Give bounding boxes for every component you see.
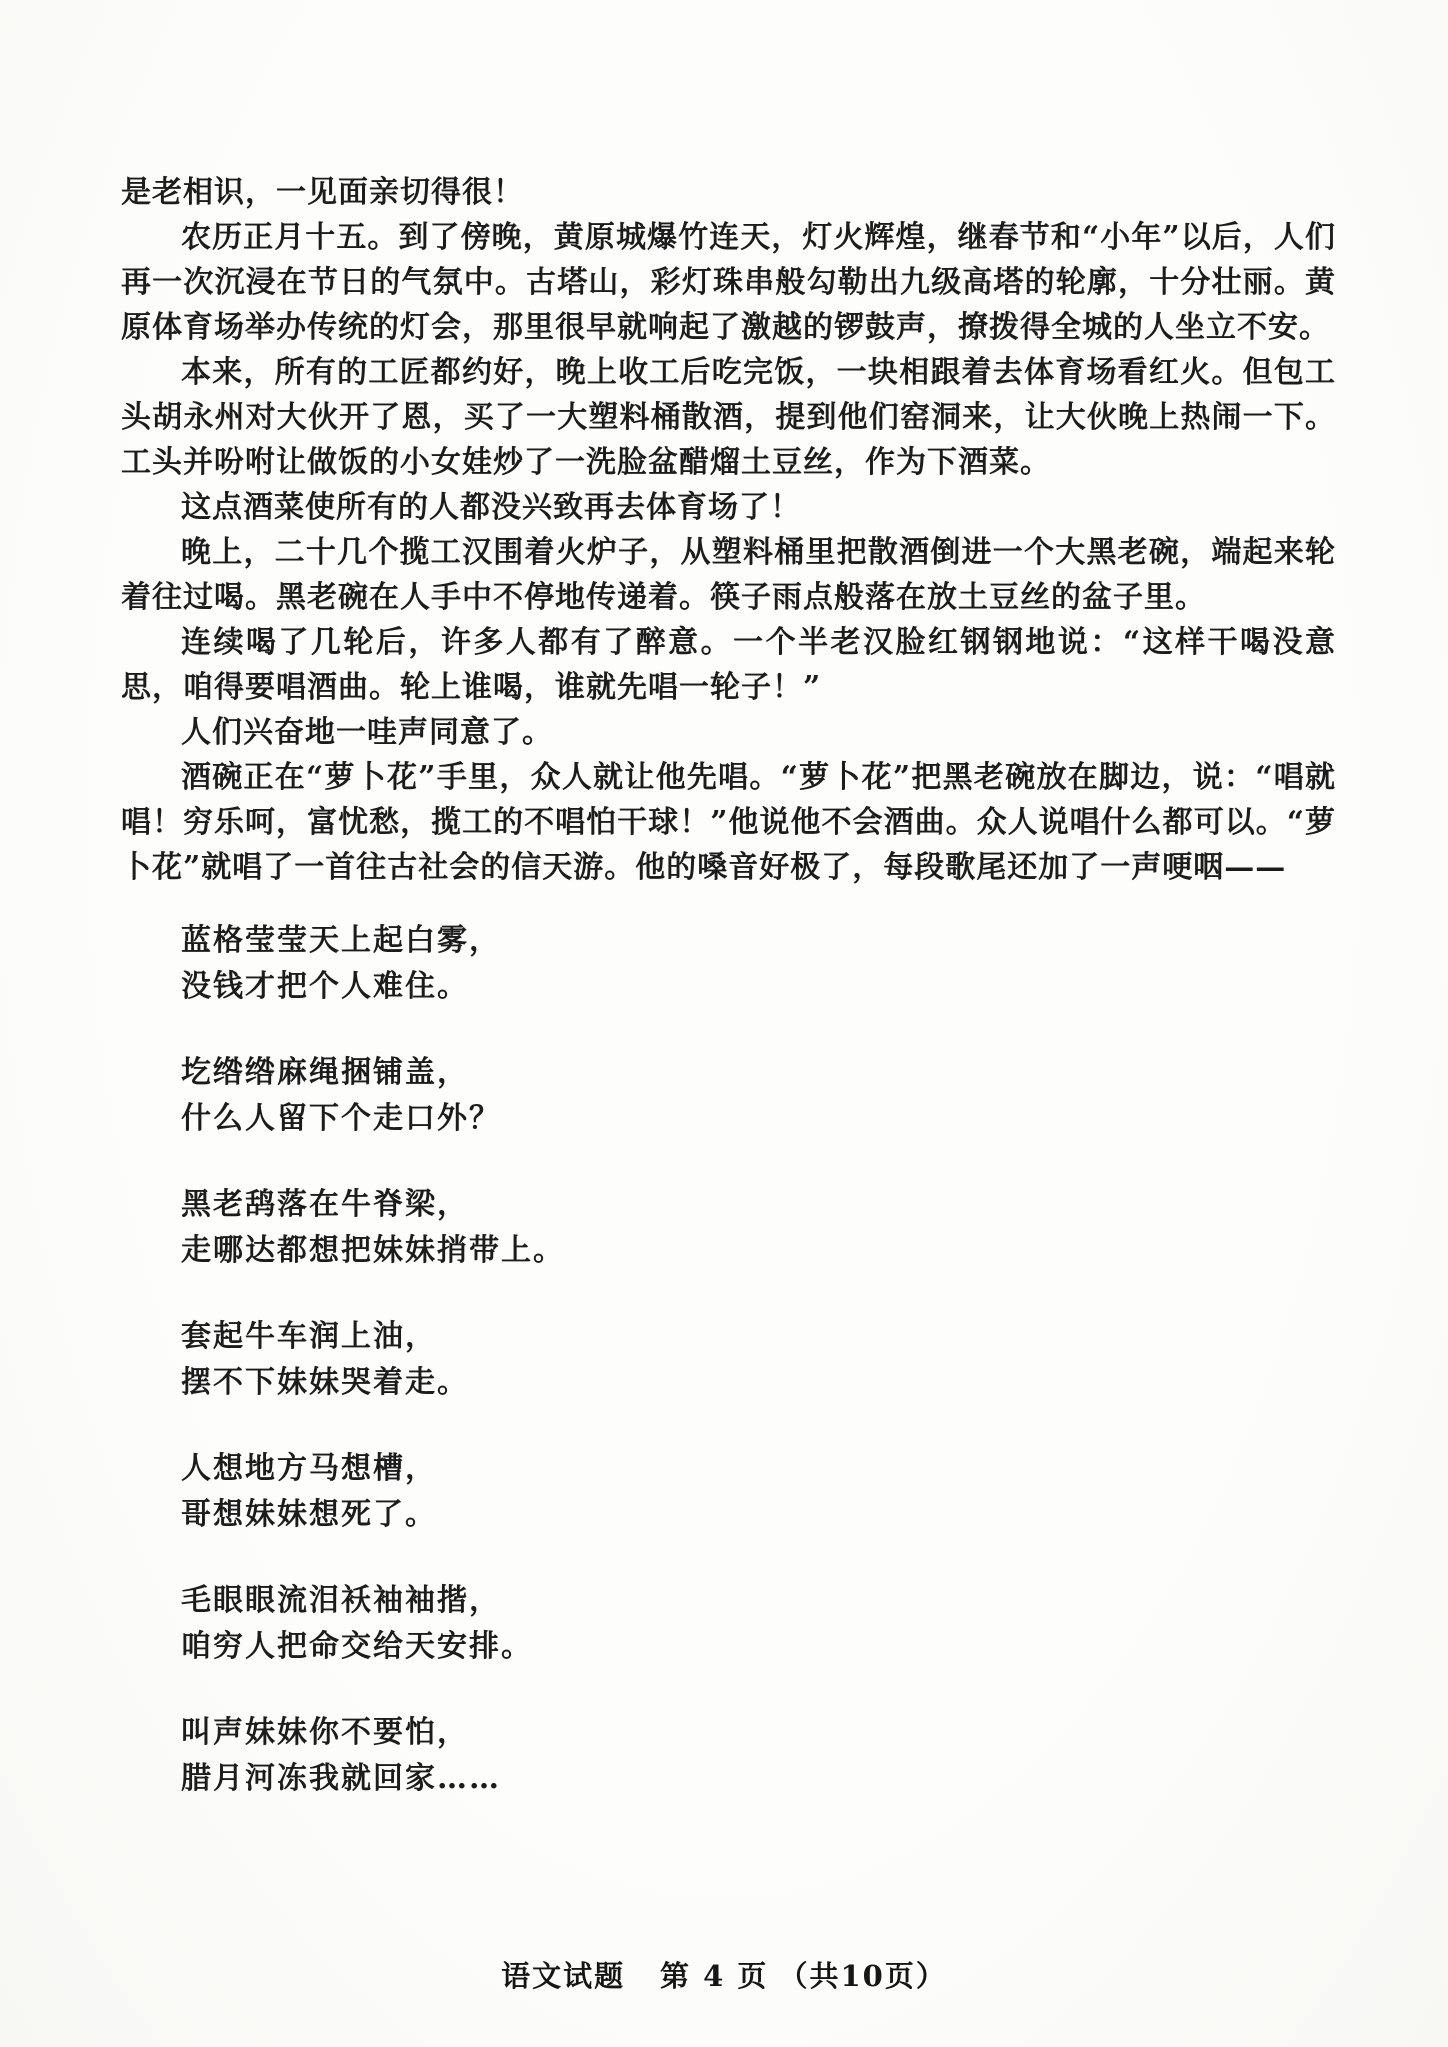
song-line: 摆不下妹妹哭着走。 (181, 1365, 469, 1400)
song-line: 腊月河冻我就回家…… (181, 1761, 501, 1796)
song-stanza (181, 1314, 1336, 1406)
footer-page-number: 第 4 页 (659, 1959, 769, 1993)
song-line: 人想地方马想槽， (181, 1451, 437, 1486)
song-line: 哥想妹妹想死了。 (181, 1497, 437, 1532)
song-line: 没钱才把个人难住。 (181, 969, 469, 1004)
song-line: 咱穷人把命交给天安排。 (181, 1629, 533, 1664)
reading-passage (121, 170, 1336, 1802)
song-line: 黑老鸹落在牛脊梁， (181, 1187, 469, 1222)
song-stanza (181, 1710, 1336, 1802)
song-line: 毛眼眼流泪袄袖袖揩， (181, 1583, 501, 1618)
footer-page-total: （共10页） (778, 1959, 947, 1993)
song-stanza (181, 1182, 1336, 1274)
paragraph: 晚上，二十几个揽工汉围着火炉子，从塑料桶里把散酒倒进一个大黑老碗，端起来轮着往过喝。黑老碗在人手中不停地传递着。筷子雨点般落在放土豆丝的盆子里。 (121, 535, 1336, 615)
paragraph: 这点酒菜使所有的人都没兴致再去体育场了！ (181, 490, 801, 525)
paragraph: 酒碗正在“萝卜花”手里，众人就让他先唱。“萝卜花”把黑老碗放在脚边，说：“唱就唱！穷乐呵，富忧愁，揽工的不唱怕干球！”他说他不会酒曲。众人说唱什么都可以。“萝卜花”就唱了一首往古社会的信天游。他的嗓音好极了，每段歌尾还加了一声哽咽—— (121, 760, 1336, 885)
song-stanza (181, 1446, 1336, 1538)
song-line: 叫声妹妹你不要怕， (181, 1715, 469, 1750)
song-line: 蓝格莹莹天上起白雾， (181, 923, 501, 958)
song-stanza (181, 1050, 1336, 1142)
song-stanza (181, 918, 1336, 1010)
song-stanza (181, 1578, 1336, 1670)
song-line: 什么人留下个走口外？ (181, 1101, 501, 1136)
song-line: 圪绺绺麻绳捆铺盖， (181, 1055, 469, 1090)
song-line: 走哪达都想把妹妹捎带上。 (181, 1233, 565, 1268)
page-footer (0, 1954, 1448, 1995)
paragraph: 人们兴奋地一哇声同意了。 (181, 715, 553, 750)
paragraph: 连续喝了几轮后，许多人都有了醉意。一个半老汉脸红钢钢地说：“这样干喝没意思，咱得要唱酒曲。轮上谁喝，谁就先唱一轮子！” (121, 625, 1336, 705)
paragraph: 农历正月十五。到了傍晚，黄原城爆竹连天，灯火辉煌，继春节和“小年”以后，人们再一次沉浸在节日的气氛中。古塔山，彩灯珠串般勾勒出九级高塔的轮廓，十分壮丽。黄原体育场举办传统的灯会，那里很早就响起了激越的锣鼓声，撩拨得全城的人坐立不安。 (121, 220, 1336, 345)
paragraph: 是老相识，一见面亲切得很！ (121, 175, 524, 210)
folk-song-lyrics (181, 918, 1336, 1802)
paragraph: 本来，所有的工匠都约好，晚上收工后吃完饭，一块相跟着去体育场看红火。但包工头胡永州对大伙开了恩，买了一大塑料桶散酒，提到他们窑洞来，让大伙晚上热闹一下。工头并吩咐让做饭的小女娃炒了一洗脸盆醋熘土豆丝，作为下酒菜。 (121, 355, 1336, 480)
song-line: 套起牛车润上油， (181, 1319, 437, 1354)
footer-subject: 语文试题 (501, 1959, 626, 1993)
